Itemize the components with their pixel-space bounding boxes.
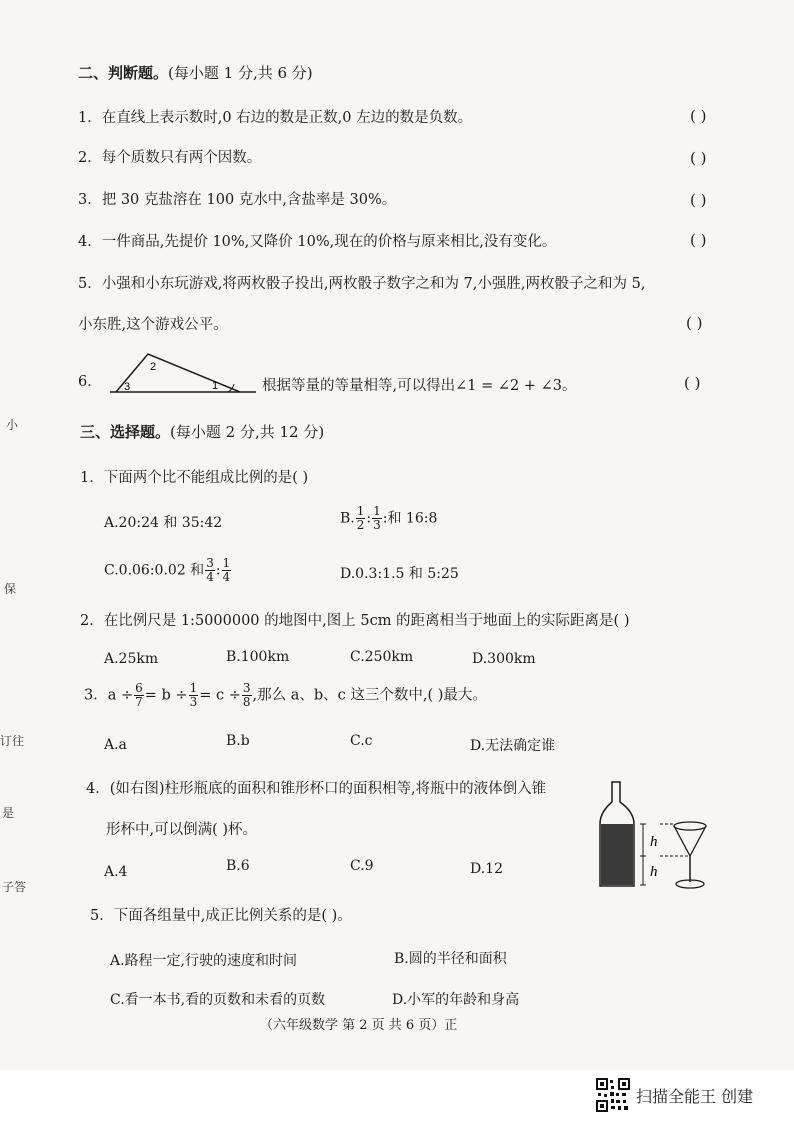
section3-title: 三、选择题。 [80,423,171,441]
choice-q3-option-b[interactable]: B.b [226,733,250,749]
triangle-figure [100,348,260,398]
section2-note: (每小题 1 分,共 6 分) [168,64,313,82]
choice-q5-option-a[interactable]: A.路程一定,行驶的速度和时间 [110,953,298,969]
scanner-watermark-bar [0,1070,794,1124]
judge-item-6: 根据等量的等量相等,可以得出∠1 = ∠2 + ∠3。 [262,378,577,394]
side-mark: 子答 [2,880,27,894]
judge-item-4: 4．一件商品,先提价 10%,又降价 10%,现在的价格与原来相比,没有变化。 [78,234,557,250]
angle-label-2: 2 [150,361,157,373]
choice-q4-option-b[interactable]: B.6 [226,858,250,874]
choice-q2-option-d[interactable]: D.300km [472,651,536,667]
fraction: $\frac{1}{3}$ [189,681,198,709]
height-label-h: h [650,834,658,850]
judge-item-5: 5．小强和小东玩游戏,将两枚骰子投出,两枚骰子数字之和为 7,小强胜,两枚骰子之和为 5, [78,276,646,292]
choice-q1-stem: 1．下面两个比不能组成比例的是( ) [80,470,309,486]
choice-q5-option-c[interactable]: C.看一本书,看的页数和未看的页数 [110,992,326,1008]
side-mark: 保 [4,582,17,596]
judge-item-5-cont: 小东胜,这个游戏公平。 [78,317,228,333]
qr-code-icon[interactable] [596,1078,630,1112]
triangle-sides [116,354,240,392]
fraction: $\frac{1}{4}$ [222,556,231,584]
scanner-label: 扫描全能王 创建 [636,1087,754,1106]
choice-q4-option-c[interactable]: C.9 [350,858,374,874]
choice-q1-option-d[interactable]: D.0.3:1.5 和 5:25 [340,566,459,582]
choice-q3-stem: 3．a ÷ $\frac{6}{7}$ = b ÷ $\frac{1}{3}$ = c ÷ $\frac{3}{8}$ ,那么 a、b、c 这三个数中,( )最大。 [84,681,487,709]
answer-paren[interactable]: ( ) [690,191,707,209]
choice-q5-stem: 5．下面各组量中,成正比例关系的是( )。 [90,908,352,924]
choice-q4-stem: 4．(如右图)柱形瓶底的面积和锥形杯口的面积相等,将瓶中的液体倒入锥 [86,781,547,797]
judge-item-1: 1．在直线上表示数时,0 右边的数是正数,0 左边的数是负数。 [78,110,473,126]
bottle-cone-figure [594,776,724,894]
bottle-liquid [601,824,633,885]
height-label-h: h [650,864,658,880]
answer-paren[interactable]: ( ) [686,314,703,332]
choice-q3-option-d[interactable]: D.无法确定谁 [470,738,556,754]
section2-heading [78,62,313,83]
angle-label-3: 3 [124,381,131,393]
section3-heading [80,421,324,442]
cup-rim [674,822,706,830]
section3-note: (每小题 2 分,共 12 分) [170,423,325,441]
choice-q2-option-c[interactable]: C.250km [350,649,414,665]
judge-item-6-num: 6． [78,374,102,390]
choice-q2-option-b[interactable]: B.100km [226,649,290,665]
section2-title: 二、判断题。 [78,64,169,82]
choice-q1-option-b[interactable]: B. $\frac{1}{2}$ : $\frac{1}{3}$ :和 16:8 [340,504,438,532]
judge-item-3: 3．把 30 克盐溶在 100 克水中,含盐率是 30%。 [78,192,397,208]
choice-q2-option-a[interactable]: A.25km [104,651,159,667]
fraction: $\frac{3}{4}$ [206,556,214,584]
choice-q4-option-d[interactable]: D.12 [470,861,503,877]
choice-q3-option-a[interactable]: A.a [104,737,127,753]
choice-q3-option-c[interactable]: C.c [350,733,373,749]
choice-q4-option-a[interactable]: A.4 [104,864,128,880]
fraction: $\frac{3}{8}$ [242,681,251,709]
choice-q1-option-c[interactable]: C.0.06:0.02 和 $\frac{3}{4}$ : $\frac{1}{4}$ [104,556,231,584]
angle-label-1: 1 [212,380,219,392]
fraction: $\frac{6}{7}$ [135,681,143,709]
answer-paren[interactable]: ( ) [690,149,707,167]
choice-q5-option-d[interactable]: D.小军的年龄和身高 [392,992,520,1008]
choice-q2-stem: 2．在比例尺是 1:5000000 的地图中,图上 5cm 的距离相当于地面上的实际距离是( ) [80,613,630,629]
answer-paren[interactable]: ( ) [690,231,707,249]
fraction: $\frac{1}{2}$ [356,504,365,532]
page-footer: （六年级数学 第 2 页 共 6 页）正 [260,1018,458,1033]
side-mark: 是 [2,806,15,820]
choice-q1-option-a[interactable]: A.20:24 和 35:42 [104,515,223,531]
fraction: $\frac{1}{3}$ [373,504,381,532]
choice-q4-stem-cont: 形杯中,可以倒满( )杯。 [106,822,258,838]
side-mark: 小 [6,418,19,432]
answer-paren[interactable]: ( ) [690,107,707,125]
answer-paren[interactable]: ( ) [684,374,701,392]
judge-item-2: 2．每个质数只有两个因数。 [78,150,262,166]
choice-q5-option-b[interactable]: B.圆的半径和面积 [394,951,507,967]
side-mark: 订往 [0,734,25,748]
